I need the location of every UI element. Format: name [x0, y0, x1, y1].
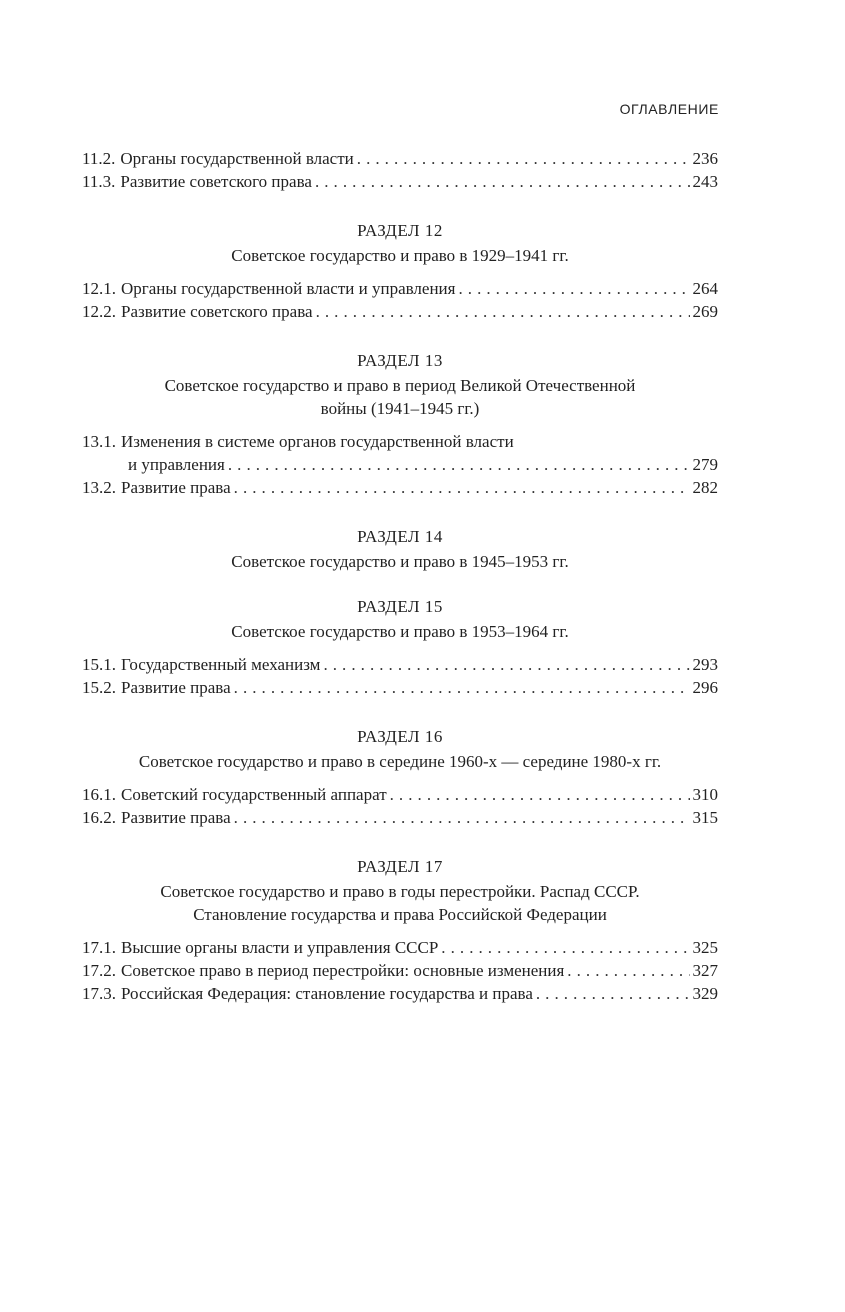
section-title — [82, 750, 718, 773]
dot-leader — [234, 676, 690, 699]
toc-entry[interactable] — [82, 982, 718, 1005]
toc-entry[interactable] — [82, 783, 718, 806]
toc-entry-page: 236 — [692, 149, 718, 168]
toc-entry-number: 13.2. — [82, 478, 116, 497]
toc-entry-title: Развитие советского права — [121, 302, 313, 321]
section-14-heading — [82, 525, 718, 573]
toc-entry-title: Органы государственной власти — [120, 149, 354, 168]
section-12-heading — [82, 219, 718, 267]
section-17-heading — [82, 855, 718, 926]
toc-entry-number: 15.1. — [82, 655, 116, 674]
toc-entry-page: 269 — [692, 302, 718, 321]
section-title-line: Советское государство и право в годы перестройки. Распад СССР. — [160, 882, 640, 901]
section-13-entries — [82, 430, 718, 499]
toc-entry[interactable] — [82, 959, 718, 982]
section-13-heading — [82, 349, 718, 420]
section-15-entries — [82, 653, 718, 699]
toc-entry-page: 327 — [692, 961, 718, 980]
dot-leader — [567, 959, 689, 982]
toc-entry-number: 11.2. — [82, 149, 116, 168]
toc-entry-title: Развитие права — [121, 678, 231, 697]
section-title-line: Советское государство и право в 1945–1953 гг. — [231, 552, 569, 571]
section-title-line: Советское государство и право в 1929–1941 гг. — [231, 246, 569, 265]
section-title — [82, 550, 718, 573]
toc-entry-number: 16.1. — [82, 785, 116, 804]
running-head: ОГЛАВЛЕНИЕ — [619, 101, 719, 117]
section-title — [82, 880, 718, 926]
toc-entry-page: 329 — [692, 984, 718, 1003]
toc-entry[interactable] — [82, 806, 718, 829]
section-12-entries — [82, 277, 718, 323]
section-title — [82, 374, 718, 420]
section-16-heading — [82, 725, 718, 773]
toc-entry-title: Советское право в период перестройки: основные изменения — [121, 961, 565, 980]
table-of-contents — [82, 147, 718, 1005]
toc-entry-title: Государственный механизм — [121, 655, 321, 674]
section-label: РАЗДЕЛ 16 — [357, 727, 443, 746]
dot-leader — [316, 300, 690, 323]
toc-entry-page: 279 — [692, 455, 718, 474]
toc-entry[interactable] — [82, 676, 718, 699]
dot-leader — [458, 277, 689, 300]
dot-leader — [323, 653, 689, 676]
toc-entry-page: 296 — [692, 678, 718, 697]
toc-entry[interactable] — [82, 170, 718, 193]
toc-entry[interactable] — [82, 453, 718, 476]
dot-leader — [234, 476, 690, 499]
section-title-line: Советское государство и право в период Великой Отечественной — [164, 376, 636, 395]
toc-entry-page: 264 — [692, 279, 718, 298]
section-label: РАЗДЕЛ 13 — [357, 351, 443, 370]
toc-entry-number: 13.1. — [82, 432, 116, 451]
toc-entry-number: 16.2. — [82, 808, 116, 827]
toc-entry-number: 15.2. — [82, 678, 116, 697]
toc-entry[interactable] — [82, 300, 718, 323]
toc-entry-page: 310 — [692, 785, 718, 804]
toc-entry[interactable] — [82, 277, 718, 300]
dot-leader — [441, 936, 689, 959]
toc-entry[interactable] — [82, 147, 718, 170]
toc-entry-page: 293 — [692, 655, 718, 674]
section-17-entries — [82, 936, 718, 1005]
section-label: РАЗДЕЛ 15 — [357, 597, 443, 616]
toc-entry-first-line[interactable] — [82, 430, 718, 453]
toc-entry-number: 12.2. — [82, 302, 116, 321]
toc-entry-title: Развитие права — [121, 808, 231, 827]
section-15-heading — [82, 595, 718, 643]
toc-entry-title: и управления — [128, 455, 225, 474]
dot-leader — [228, 453, 690, 476]
toc-entry-title: Высшие органы власти и управления СССР — [121, 938, 439, 957]
toc-entry[interactable] — [82, 653, 718, 676]
dot-leader — [390, 783, 690, 806]
section-title — [82, 620, 718, 643]
toc-entry-title: Развитие права — [121, 478, 231, 497]
toc-entry-page: 243 — [692, 172, 718, 191]
section-title-line: Советское государство и право в 1953–1964 гг. — [231, 622, 569, 641]
toc-entry-number: 17.1. — [82, 938, 116, 957]
section-label: РАЗДЕЛ 12 — [357, 221, 443, 240]
toc-entry-number: 17.3. — [82, 984, 116, 1003]
toc-entry-title: Органы государственной власти и управления — [121, 279, 456, 298]
dot-leader — [536, 982, 690, 1005]
dot-leader — [315, 170, 690, 193]
toc-entry-title-line: Изменения в системе органов государственной власти — [121, 432, 514, 451]
toc-entry-title: Советский государственный аппарат — [121, 785, 387, 804]
section-title-line: Советское государство и право в середине 1960-х — середине 1980-х гг. — [138, 752, 662, 771]
toc-entry[interactable] — [82, 936, 718, 959]
dot-leader — [234, 806, 690, 829]
toc-entry[interactable] — [82, 476, 718, 499]
toc-entry-number: 12.1. — [82, 279, 116, 298]
section-label: РАЗДЕЛ 14 — [357, 527, 443, 546]
toc-entry-page: 282 — [692, 478, 718, 497]
toc-entry-title: Российская Федерация: становление государства и права — [121, 984, 533, 1003]
dot-leader — [357, 147, 690, 170]
section-title — [82, 244, 718, 267]
toc-entry-number: 17.2. — [82, 961, 116, 980]
section-title-line: Становление государства и права Российской Федерации — [193, 905, 607, 924]
section-title-line: войны (1941–1945 гг.) — [320, 399, 480, 418]
toc-entry-title: Развитие советского права — [120, 172, 312, 191]
section-label: РАЗДЕЛ 17 — [357, 857, 443, 876]
section-16-entries — [82, 783, 718, 829]
toc-entry-number: 11.3. — [82, 172, 116, 191]
toc-entry-page: 325 — [692, 938, 718, 957]
toc-entry-page: 315 — [692, 808, 718, 827]
